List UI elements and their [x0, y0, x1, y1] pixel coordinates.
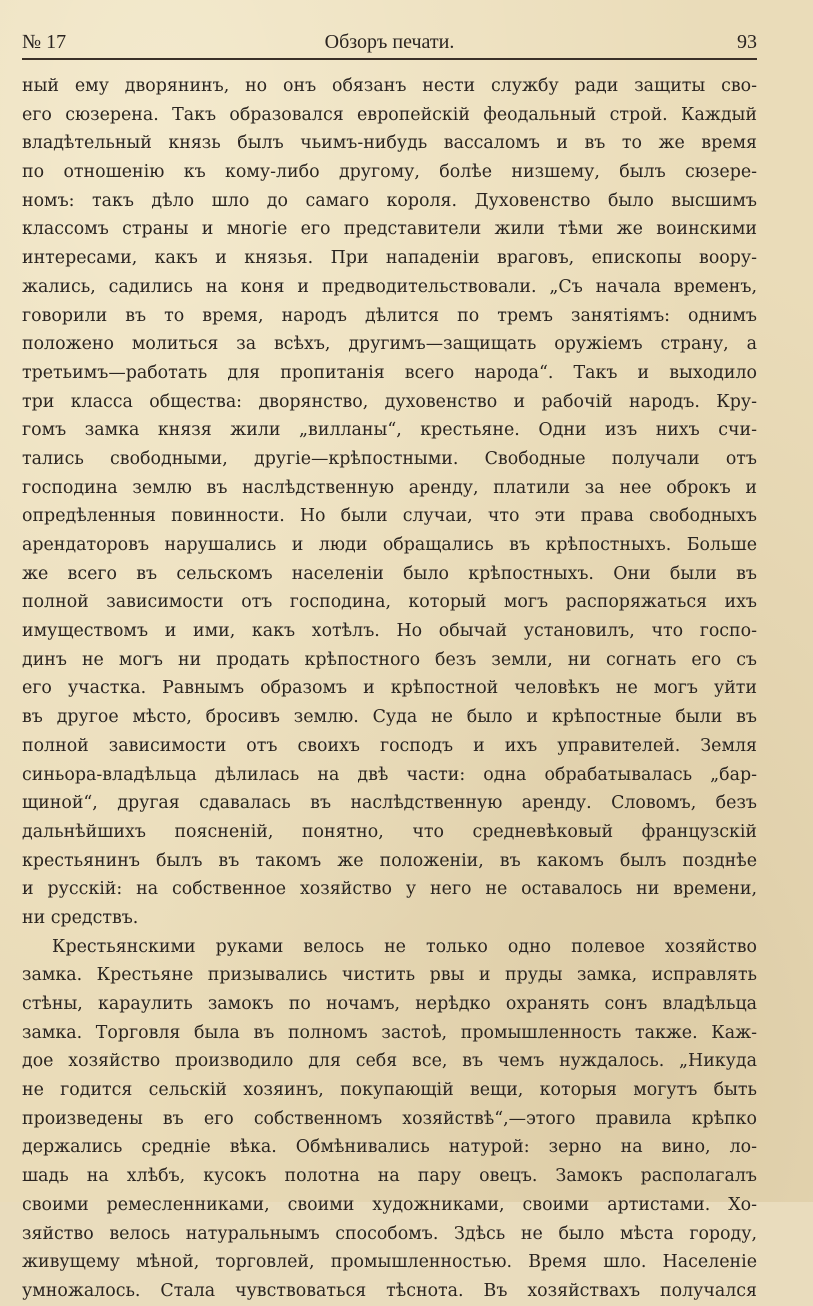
text-line: номъ: такъ дѣло шло до самаго короля. Духовенство было высшимъ — [22, 190, 757, 211]
section-title: Обзоръ печати. — [324, 31, 455, 53]
text-line: динъ не могъ ни продать крѣпостного безъ земли, ни согнать его съ — [22, 649, 757, 670]
text-line: жались, садились на коня и предводительствовали. „Съ начала временъ, — [22, 276, 757, 297]
text-line: ни средствъ. — [22, 907, 139, 928]
text-line: въ другое мѣсто, бросивъ землю. Суда не было и крѣпостные были въ — [22, 707, 757, 728]
text-line: замка. Торговля была въ полномъ застоѣ, промышленность также. Каж- — [22, 1022, 757, 1043]
text-line: его сюзерена. Такъ образовался европейскій феодальный строй. Каждый — [22, 104, 757, 125]
text-line: владѣтельный князь былъ чьимъ-нибудь вассаломъ и въ то же время — [22, 133, 757, 154]
text-line: синьора-владѣльца дѣлилась на двѣ части: одна обрабатывалась „бар- — [22, 764, 757, 785]
text-line: дальнѣйшихъ поясненій, понятно, что средневѣковый французскій — [22, 821, 757, 842]
text-line: ный ему дворянинъ, но онъ обязанъ нести службу ради защиты сво- — [22, 76, 757, 96]
header-rule — [22, 58, 757, 60]
running-header — [22, 28, 757, 56]
text-line: полной зависимости отъ своихъ господъ и ихъ управителей. Земля — [22, 735, 757, 756]
text-line: арендаторовъ нарушались и люди обращались въ крѣпостныхъ. Больше — [22, 535, 757, 555]
text-line: и русскій: на собственное хозяйство у него не оставалось ни времени, — [22, 879, 757, 900]
text-line: зяйство велось натуральнымъ способомъ. Здѣсь не было мѣста городу, — [22, 1223, 757, 1244]
text-line: говорили въ то время, народъ дѣлится по тремъ занятіямъ: однимъ — [22, 305, 757, 326]
text-line: имуществомъ и ими, какъ хотѣлъ. Но обычай установилъ, что госпо- — [22, 621, 757, 642]
text-line: третьимъ—работать для пропитанія всего народа“. Такъ и выходило — [22, 362, 757, 383]
text-line: шадь на хлѣбъ, кусокъ полотна на пару овецъ. Замокъ располагалъ — [22, 1166, 757, 1187]
text-line: живущему мѣной, торговлей, промышленностью. Время шло. Населеніе — [22, 1252, 757, 1273]
text-line: умножалось. Стала чувствоваться тѣснота. Въ хозяйствахъ получался — [22, 1280, 757, 1301]
text-line: классомъ страны и многіе его представители жили тѣми же воинскими — [22, 219, 757, 240]
text-line: тались свободными, другіе—крѣпостными. Свободные получали отъ — [22, 448, 757, 469]
page-number: 93 — [737, 31, 757, 53]
text-line: Крестьянскими руками велось не только одно полевое хозяйство — [52, 936, 757, 957]
text-line: по отношенію къ кому-либо другому, болѣе низшему, былъ сюзере- — [22, 162, 757, 183]
text-line: три класса общества: дворянство, духовенство и рабочій народъ. Кру- — [22, 391, 757, 412]
text-line: интересами, какъ и князья. При нападеніи враговъ, епископы воору- — [22, 248, 757, 269]
paragraph-1 — [22, 72, 757, 933]
issue-number: № 17 — [22, 31, 67, 53]
text-line: господина землю въ наслѣдственную аренду, платили за нее оброкъ и — [22, 477, 757, 498]
text-line: не годится сельскій хозяинъ, покупающій вещи, которыя могутъ быть — [22, 1080, 757, 1101]
body-text — [22, 72, 757, 1306]
text-line: произведены въ его собственномъ хозяйствѣ“,—этого правила крѣпко — [22, 1108, 757, 1129]
text-line: полной зависимости отъ господина, который могъ распоряжаться ихъ — [22, 592, 757, 613]
text-line: положено молиться за всѣхъ, другимъ—защищать оружіемъ страну, а — [22, 334, 757, 355]
text-line: гомъ замка князя жили „вилланы“, крестьяне. Одни изъ нихъ счи- — [22, 420, 757, 441]
text-line: замка. Крестьяне призывались чистить рвы и пруды замка, исправлять — [22, 965, 757, 986]
text-line: стѣны, караулить замокъ по ночамъ, нерѣдко охранять сонъ владѣльца — [22, 994, 757, 1014]
text-line: же всего въ сельскомъ населеніи было крѣпостныхъ. Они были въ — [22, 563, 757, 584]
text-line: опредѣленныя повинности. Но были случаи, что эти права свободныхъ — [22, 506, 757, 527]
text-line: щиной“, другая сдавалась въ наслѣдственную аренду. Словомъ, безъ — [22, 793, 757, 814]
paragraph-2 — [22, 933, 757, 1306]
text-line: держались средніе вѣка. Обмѣнивались натурой: зерно на вино, ло- — [22, 1137, 757, 1158]
text-line: его участка. Равнымъ образомъ и крѣпостной человѣкъ не могъ уйти — [22, 678, 757, 699]
text-line: дое хозяйство производило для себя все, въ чемъ нуждалось. „Никуда — [22, 1051, 757, 1072]
text-line: крестьянинъ былъ въ такомъ же положеніи, въ какомъ былъ позднѣе — [22, 850, 757, 871]
text-line: своими ремесленниками, своими художниками, своими артистами. Хо- — [22, 1194, 757, 1215]
